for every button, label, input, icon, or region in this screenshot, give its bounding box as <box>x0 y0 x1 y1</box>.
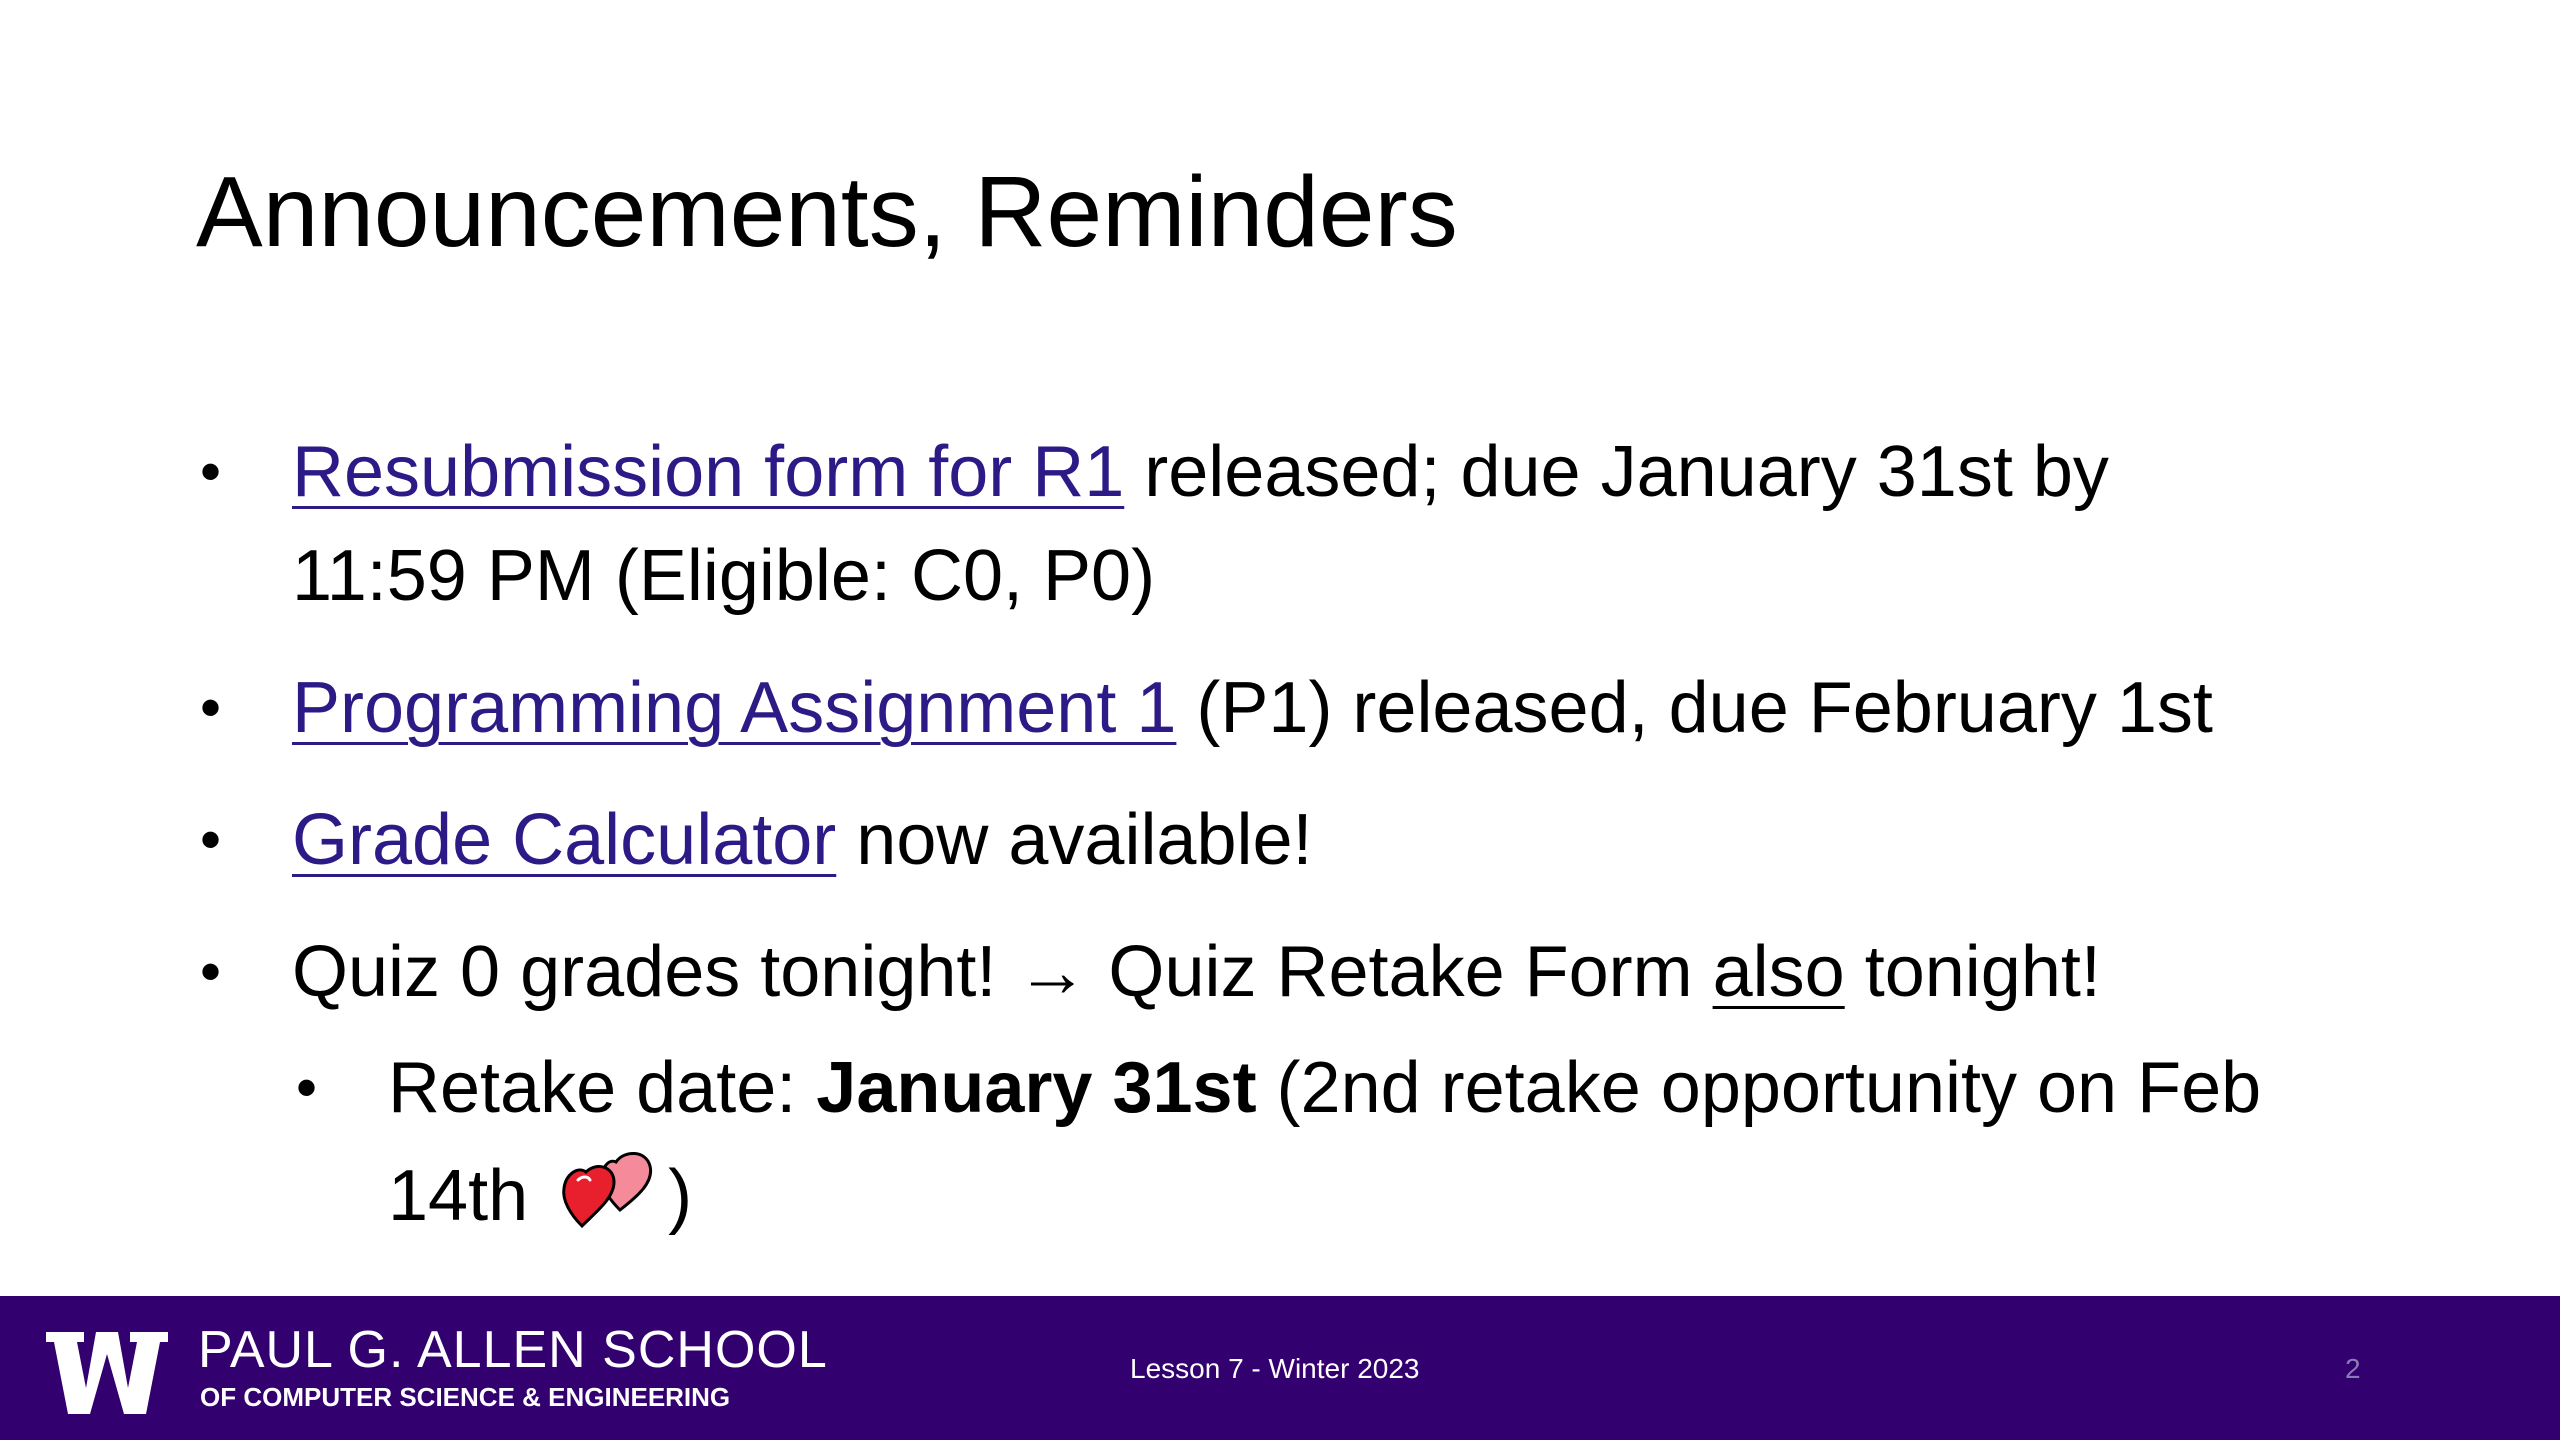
bullet-grade-calculator <box>196 788 2496 892</box>
bullet-list <box>196 420 2496 1250</box>
bullet-text: Retake date: <box>388 1048 817 1128</box>
lesson-label: Lesson 7 - Winter 2023 <box>1130 1353 1420 1384</box>
bullet-text: released; due January 31st by <box>1124 432 2109 512</box>
slide-title: Announcements, Reminders <box>196 156 1458 268</box>
sub-bullet-retake-date <box>292 1034 2496 1250</box>
uw-w-logo <box>46 1332 168 1414</box>
footer-bar <box>0 1296 2560 1440</box>
school-name: PAUL G. ALLEN SCHOOL <box>198 1321 828 1379</box>
bullet-text: now available! <box>836 800 1313 880</box>
bullet-text-end: tonight! <box>1844 932 2101 1012</box>
bullet-dot: • <box>200 938 222 1005</box>
bullet-resubmission <box>196 420 2496 628</box>
bullet-text-line2: 11:59 PM (Eligible: C0, P0) <box>292 536 1156 616</box>
programming-assignment-link[interactable]: Programming Assignment 1 <box>292 668 1177 748</box>
bullet-dot: • <box>200 438 222 505</box>
bullet-text-end: (2nd retake opportunity on Feb <box>1256 1048 2262 1128</box>
closing-paren: ) <box>668 1156 693 1236</box>
bullet-text-line2: 14th <box>388 1156 529 1236</box>
bullet-quiz-grades <box>196 920 2496 1024</box>
bullet-text: (P1) released, due February 1st <box>1176 668 2213 748</box>
bullet-dot: • <box>200 674 222 741</box>
grade-calculator-link[interactable]: Grade Calculator <box>292 800 837 880</box>
bullet-programming-assignment <box>196 656 2496 760</box>
bullet-text: Quiz 0 grades tonight! → Quiz Retake Form <box>292 932 1713 1012</box>
retake-date: January 31st <box>816 1048 1257 1128</box>
two-hearts-icon <box>558 1148 658 1232</box>
bullet-dot: • <box>296 1054 318 1121</box>
resubmission-form-link[interactable]: Resubmission form for R1 <box>292 432 1125 512</box>
underlined-word: also <box>1712 932 1845 1012</box>
page-number: 2 <box>2345 1353 2361 1384</box>
school-subtitle: OF COMPUTER SCIENCE & ENGINEERING <box>200 1382 731 1412</box>
bullet-dot: • <box>200 806 222 873</box>
